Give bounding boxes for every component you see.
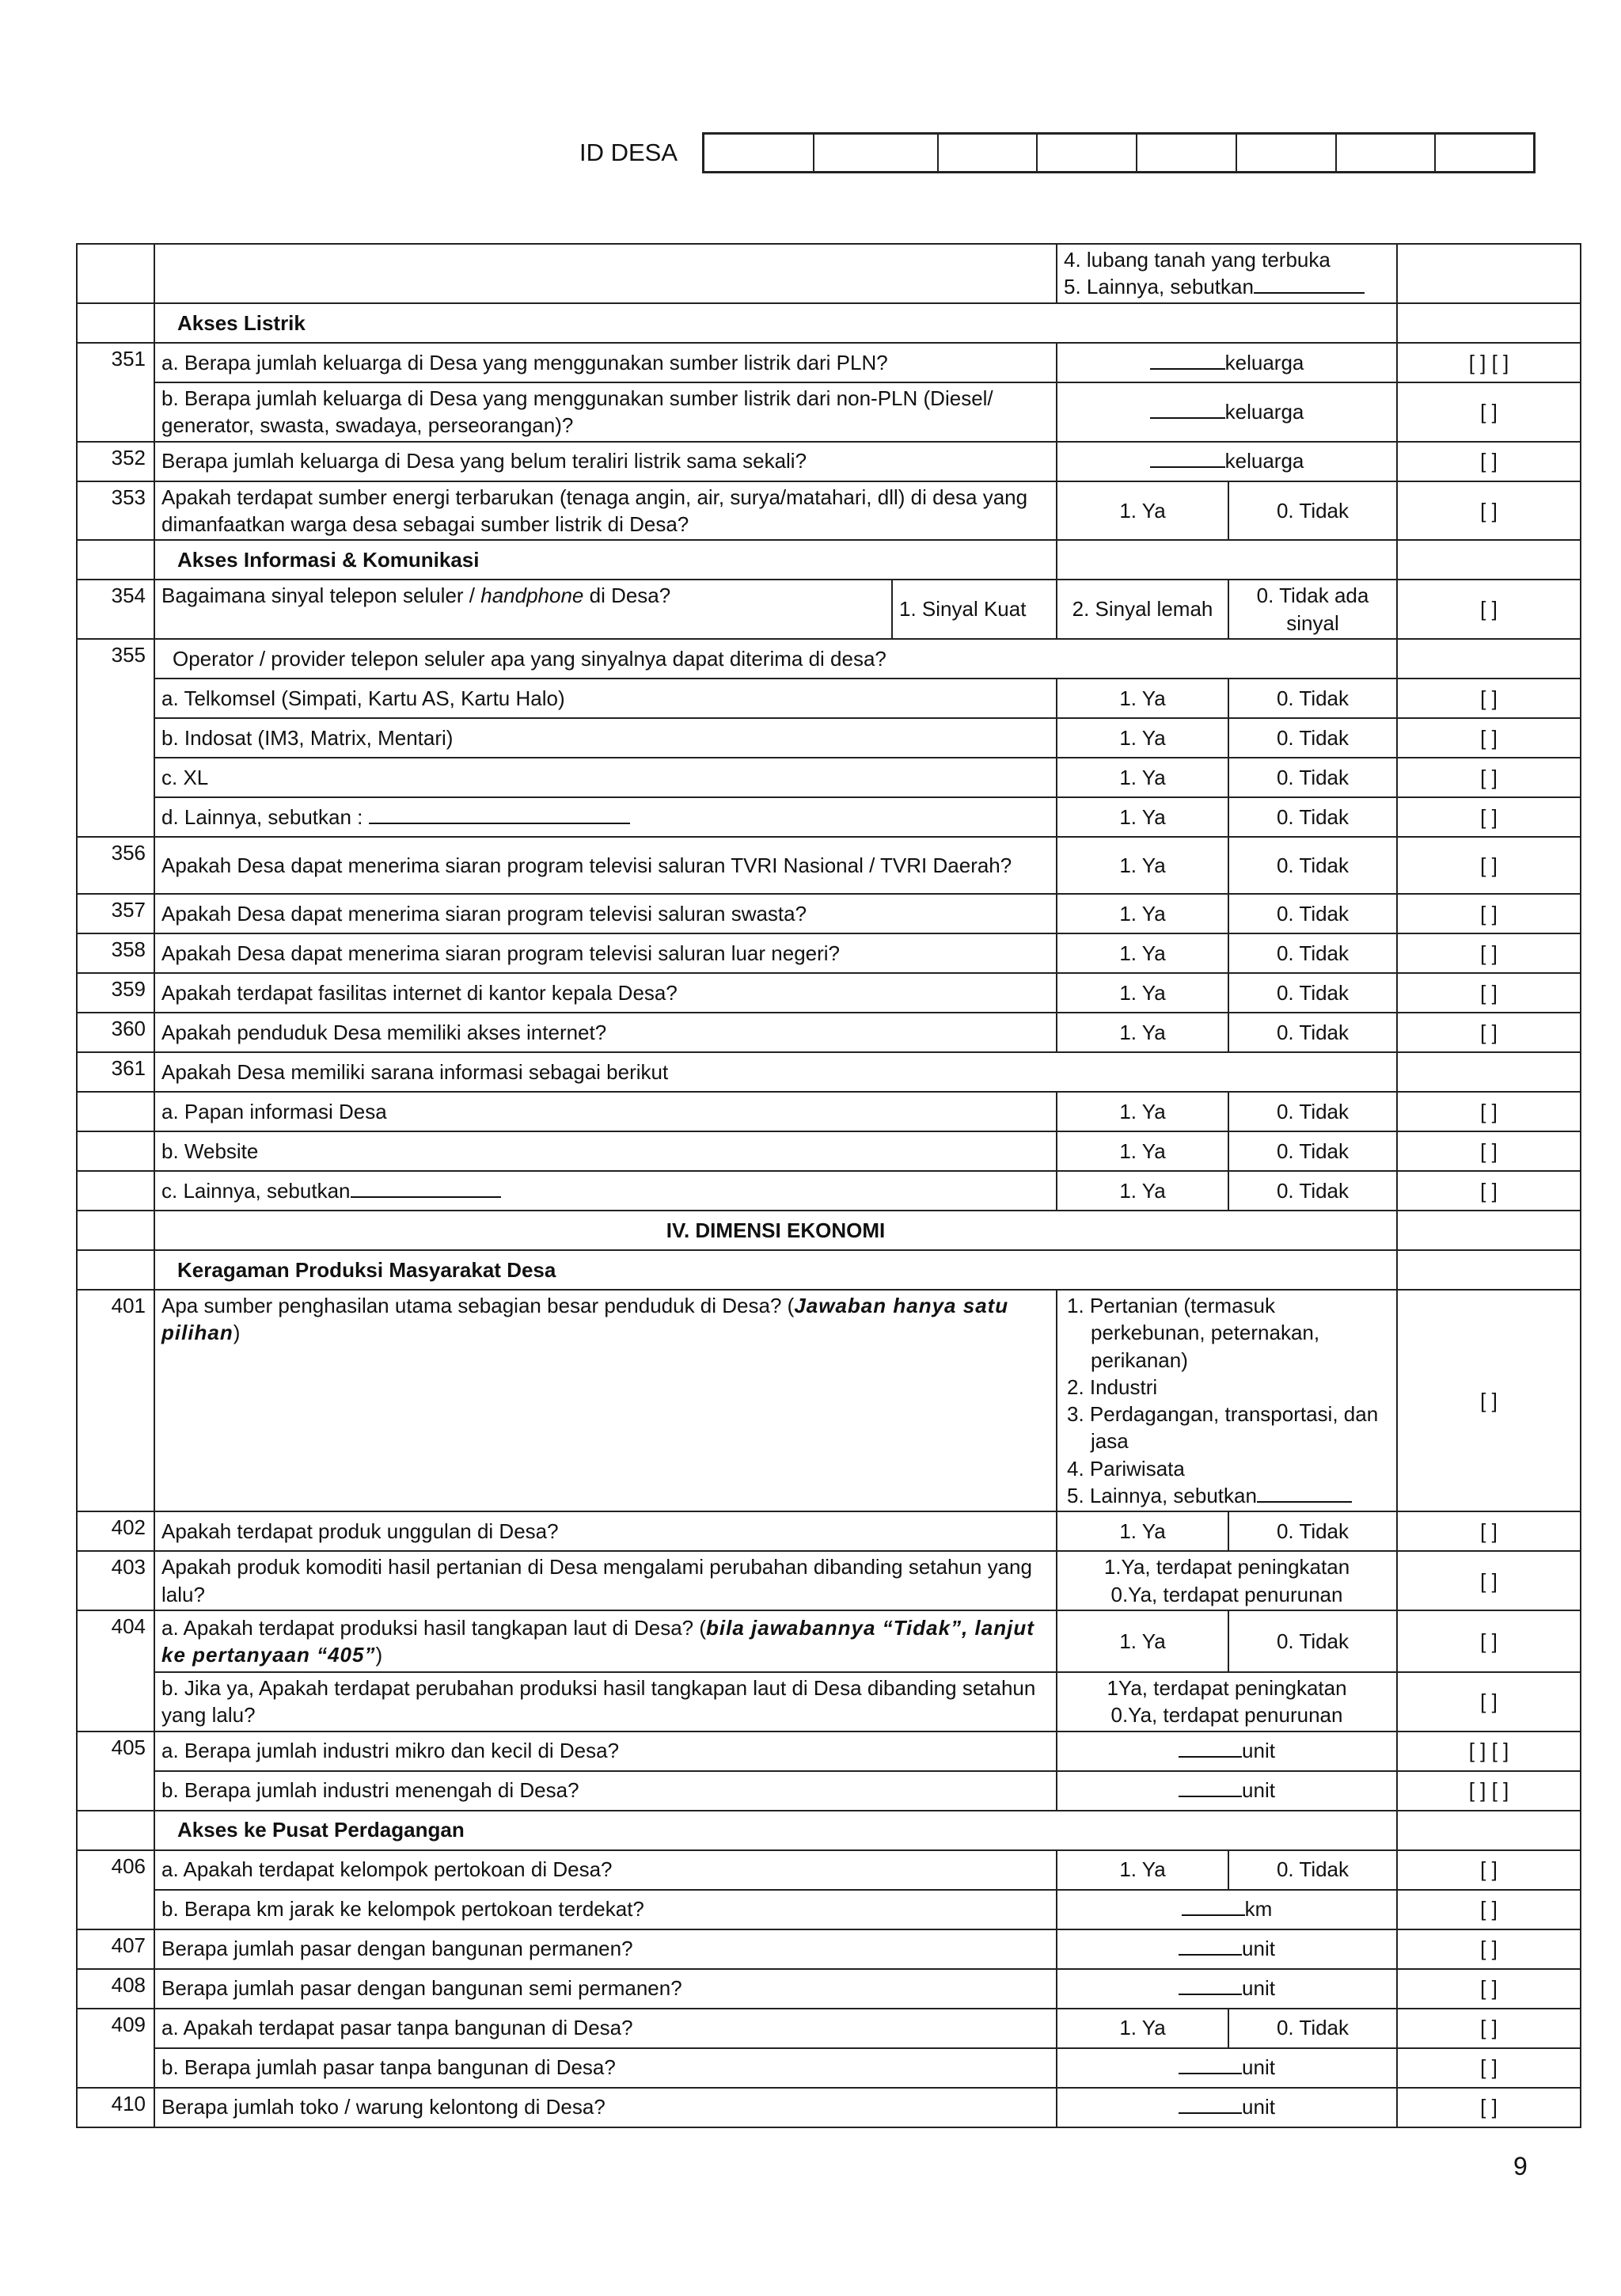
blank-line[interactable]: [369, 823, 630, 824]
question-number: 358: [77, 933, 154, 973]
question-text: a. Papan informasi Desa: [154, 1092, 1057, 1131]
table-row: [77, 1052, 1581, 1092]
answer-field[interactable]: km: [1057, 1890, 1397, 1929]
option-tidak[interactable]: 0. Tidak: [1228, 894, 1397, 933]
answer-field[interactable]: unit: [1057, 1929, 1397, 1969]
table-row: [77, 2048, 1581, 2088]
answer-options: 4. lubang tanah yang terbuka 5. Lainnya, sebutkan: [1057, 244, 1397, 303]
answer-field[interactable]: unit: [1057, 2048, 1397, 2088]
answer-box[interactable]: [ ]: [1397, 1610, 1581, 1672]
answer-box[interactable]: [ ]: [1397, 1171, 1581, 1211]
table-row: [77, 1732, 1581, 1771]
question-text: a. Apakah terdapat kelompok pertokoan di Desa?: [154, 1850, 1057, 1890]
question-text: b. Berapa jumlah industri menengah di Desa?: [154, 1771, 1057, 1811]
question-text: d. Lainnya, sebutkan :: [154, 797, 1057, 837]
answer-box[interactable]: [ ]: [1397, 933, 1581, 973]
question-number: 406: [77, 1850, 154, 1929]
option-ya[interactable]: 1. Ya: [1057, 481, 1228, 541]
answer-box[interactable]: [ ]: [1397, 2009, 1581, 2048]
table-row: [77, 933, 1581, 973]
id-desa-boxes[interactable]: [702, 132, 1536, 173]
table-row: [77, 679, 1581, 718]
option-tidak[interactable]: 0. Tidak: [1228, 1171, 1397, 1211]
answer-field[interactable]: unit: [1057, 1732, 1397, 1771]
option-tidak[interactable]: 0. Tidak: [1228, 1131, 1397, 1171]
option-tidak[interactable]: 0. Tidak: [1228, 2009, 1397, 2048]
table-row: [77, 1610, 1581, 1672]
table-row: [77, 442, 1581, 481]
question-text: Berapa jumlah keluarga di Desa yang belum teraliri listrik sama sekali?: [154, 442, 1057, 481]
question-text: Operator / provider telepon seluler apa yang sinyalnya dapat diterima di desa?: [154, 639, 1397, 679]
page-number: 9: [1513, 2152, 1528, 2180]
answer-field[interactable]: unit: [1057, 1771, 1397, 1811]
option-tidak[interactable]: 0. Tidak: [1228, 1092, 1397, 1131]
answer-box[interactable]: [ ]: [1397, 797, 1581, 837]
option-sinyal-kuat[interactable]: 1. Sinyal Kuat: [892, 580, 1057, 639]
blank-line[interactable]: [1257, 1501, 1352, 1503]
question-text: b. Jika ya, Apakah terdapat perubahan produksi hasil tangkapan laut di Desa dibanding setahun yang lalu?: [154, 1672, 1057, 1732]
option-ya[interactable]: 1. Ya: [1057, 797, 1228, 837]
answer-box[interactable]: [ ]: [1397, 1890, 1581, 1929]
question-number: 360: [77, 1013, 154, 1052]
answer-field[interactable]: keluarga: [1057, 382, 1397, 442]
table-row: [77, 718, 1581, 758]
table-row: [77, 481, 1581, 541]
question-number: 410: [77, 2088, 154, 2127]
question-text: c. XL: [154, 758, 1057, 797]
question-number: 408: [77, 1969, 154, 2009]
answer-box[interactable]: [ ]: [1397, 1511, 1581, 1551]
section-row: [77, 540, 1581, 580]
table-row: [77, 894, 1581, 933]
answer-box[interactable]: [ ] [ ]: [1397, 1732, 1581, 1771]
dimension-row: [77, 1211, 1581, 1250]
section-row: [77, 303, 1581, 343]
question-number: 352: [77, 442, 154, 481]
option-tidak[interactable]: 0. Tidak: [1228, 679, 1397, 718]
section-row: [77, 1811, 1581, 1850]
option-ya[interactable]: 1. Ya: [1057, 1610, 1228, 1672]
option-tidak[interactable]: 0. Tidak: [1228, 718, 1397, 758]
answer-box[interactable]: [ ]: [1397, 1013, 1581, 1052]
answer-box[interactable]: [ ]: [1397, 2088, 1581, 2127]
question-text: Berapa jumlah toko / warung kelontong di Desa?: [154, 2088, 1057, 2127]
option-ya[interactable]: 1. Ya: [1057, 894, 1228, 933]
table-row: [77, 1171, 1581, 1211]
option-tidak-ada-sinyal[interactable]: 0. Tidak ada sinyal: [1228, 580, 1397, 639]
table-row: [77, 1092, 1581, 1131]
answer-box[interactable]: [ ]: [1397, 2048, 1581, 2088]
question-text: Apakah terdapat sumber energi terbarukan (tenaga angin, air, surya/matahari, dll) di desa yang dimanfaatkan warga desa sebagai sumber listrik di Desa?: [154, 481, 1057, 541]
question-text: Apakah penduduk Desa memiliki akses internet?: [154, 1013, 1057, 1052]
option-tidak[interactable]: 0. Tidak: [1228, 837, 1397, 894]
questionnaire-table: [76, 243, 1581, 2128]
table-row: [77, 1290, 1581, 1512]
answer-box[interactable]: [ ] [ ]: [1397, 1771, 1581, 1811]
option-tidak[interactable]: 0. Tidak: [1228, 1850, 1397, 1890]
answer-box[interactable]: [ ]: [1397, 1131, 1581, 1171]
section-title: Keragaman Produksi Masyarakat Desa: [154, 1250, 1397, 1290]
answer-box[interactable]: [ ] [ ]: [1397, 343, 1581, 382]
question-text: c. Lainnya, sebutkan: [154, 1171, 1057, 1211]
answer-box[interactable]: [ ]: [1397, 894, 1581, 933]
id-desa-label: ID DESA: [579, 139, 678, 166]
option-ya[interactable]: 1. Ya: [1057, 679, 1228, 718]
table-row: [77, 2009, 1581, 2048]
option-tidak[interactable]: 0. Tidak: [1228, 1610, 1397, 1672]
answer-box[interactable]: [ ]: [1397, 1092, 1581, 1131]
question-number: 402: [77, 1511, 154, 1551]
answer-box[interactable]: [ ]: [1397, 1290, 1581, 1512]
dimension-title: IV. DIMENSI EKONOMI: [154, 1211, 1397, 1250]
answer-box[interactable]: [ ]: [1397, 1969, 1581, 2009]
option-ya[interactable]: 1. Ya: [1057, 837, 1228, 894]
table-row: [77, 1969, 1581, 2009]
table-row: [77, 837, 1581, 894]
id-box[interactable]: [814, 135, 939, 171]
question-text: Bagaimana sinyal telepon seluler / handphone di Desa?: [154, 580, 892, 639]
blank-line[interactable]: [351, 1196, 501, 1198]
question-number: 407: [77, 1929, 154, 1969]
question-text: Apakah produk komoditi hasil pertanian di Desa mengalami perubahan dibanding setahun yang lalu?: [154, 1551, 1057, 1610]
table-row: [77, 244, 1581, 303]
question-text: Apakah Desa dapat menerima siaran program televisi saluran swasta?: [154, 894, 1057, 933]
table-row: [77, 1929, 1581, 1969]
question-number: 353: [77, 481, 154, 541]
table-row: [77, 1890, 1581, 1929]
answer-box[interactable]: [ ]: [1397, 1929, 1581, 1969]
question-text: a. Berapa jumlah keluarga di Desa yang menggunakan sumber listrik dari PLN?: [154, 343, 1057, 382]
table-row: [77, 1511, 1581, 1551]
question-text: Apakah terdapat produk unggulan di Desa?: [154, 1511, 1057, 1551]
option-ya[interactable]: 1. Ya: [1057, 973, 1228, 1013]
option-ya[interactable]: 1. Ya: [1057, 718, 1228, 758]
question-number: 404: [77, 1610, 154, 1732]
table-row: [77, 639, 1581, 679]
answer-box[interactable]: [ ]: [1397, 973, 1581, 1013]
question-text: a. Berapa jumlah industri mikro dan kecil di Desa?: [154, 1732, 1057, 1771]
question-text: a. Telkomsel (Simpati, Kartu AS, Kartu Halo): [154, 679, 1057, 718]
section-title: Akses Listrik: [154, 303, 1397, 343]
answer-field[interactable]: keluarga: [1057, 343, 1397, 382]
option-sinyal-lemah[interactable]: 2. Sinyal lemah: [1057, 580, 1228, 639]
question-text: b. Website: [154, 1131, 1057, 1171]
answer-box[interactable]: [ ]: [1397, 1672, 1581, 1732]
option-ya[interactable]: 1. Ya: [1057, 2009, 1228, 2048]
blank-line[interactable]: [1254, 292, 1365, 294]
table-row: [77, 1850, 1581, 1890]
answer-box[interactable]: [ ]: [1397, 481, 1581, 541]
answer-box[interactable]: [ ]: [1397, 758, 1581, 797]
option-tidak[interactable]: 0. Tidak: [1228, 1013, 1397, 1052]
question-text: Apakah Desa dapat menerima siaran program televisi saluran luar negeri?: [154, 933, 1057, 973]
question-text: b. Indosat (IM3, Matrix, Mentari): [154, 718, 1057, 758]
answer-box[interactable]: [ ]: [1397, 679, 1581, 718]
option-tidak[interactable]: 0. Tidak: [1228, 973, 1397, 1013]
option-tidak[interactable]: 0. Tidak: [1228, 797, 1397, 837]
id-box[interactable]: [1237, 135, 1337, 171]
answer-options[interactable]: 1. Pertanian (termasuk perkebunan, peternakan, perikanan) 2. Industri 3. Perdagangan, transportasi, dan jasa 4. Pariwisata 5. Lainnya, sebutkan: [1057, 1290, 1397, 1512]
answer-box[interactable]: [ ]: [1397, 1850, 1581, 1890]
question-number: 403: [77, 1551, 154, 1610]
table-row: [77, 382, 1581, 442]
question-number: 405: [77, 1732, 154, 1811]
option-tidak[interactable]: 0. Tidak: [1228, 933, 1397, 973]
answer-box[interactable]: [ ]: [1397, 580, 1581, 639]
section-title: Akses Informasi & Komunikasi: [154, 540, 1057, 580]
answer-box[interactable]: [ ]: [1397, 382, 1581, 442]
option-ya[interactable]: 1. Ya: [1057, 1850, 1228, 1890]
answer-box[interactable]: [ ]: [1397, 442, 1581, 481]
question-number: 355: [77, 639, 154, 837]
question-number: 356: [77, 837, 154, 894]
answer-box[interactable]: [ ]: [1397, 1551, 1581, 1610]
table-row: [77, 758, 1581, 797]
answer-options[interactable]: 1Ya, terdapat peningkatan 0.Ya, terdapat penurunan: [1057, 1672, 1397, 1732]
question-text: Apakah Desa dapat menerima siaran program televisi saluran TVRI Nasional / TVRI Daerah?: [154, 837, 1057, 894]
option-ya[interactable]: 1. Ya: [1057, 1171, 1228, 1211]
option-tidak[interactable]: 0. Tidak: [1228, 481, 1397, 541]
question-text: Apakah terdapat fasilitas internet di kantor kepala Desa?: [154, 973, 1057, 1013]
answer-box[interactable]: [ ]: [1397, 837, 1581, 894]
question-number: 354: [77, 580, 154, 639]
question-number: 351: [77, 343, 154, 442]
option-ya[interactable]: 1. Ya: [1057, 1131, 1228, 1171]
id-box[interactable]: [704, 135, 814, 171]
table-row: [77, 1672, 1581, 1732]
answer-field[interactable]: unit: [1057, 1969, 1397, 2009]
question-text: Apa sumber penghasilan utama sebagian besar penduduk di Desa? (Jawaban hanya satu pilihan): [154, 1290, 1057, 1512]
option-ya[interactable]: 1. Ya: [1057, 758, 1228, 797]
option-ya[interactable]: 1. Ya: [1057, 1013, 1228, 1052]
table-row: [77, 580, 1581, 639]
question-text: a. Apakah terdapat produksi hasil tangkapan laut di Desa? (bila jawabannya “Tidak”, lanjut ke pertanyaan “405”): [154, 1610, 1057, 1672]
table-row: [77, 1131, 1581, 1171]
table-row: [77, 1551, 1581, 1610]
option-tidak[interactable]: 0. Tidak: [1228, 758, 1397, 797]
question-number: 357: [77, 894, 154, 933]
question-text: Berapa jumlah pasar dengan bangunan semi permanen?: [154, 1969, 1057, 2009]
question-text: Apakah Desa memiliki sarana informasi sebagai berikut: [154, 1052, 1397, 1092]
option-tidak[interactable]: 0. Tidak: [1228, 1511, 1397, 1551]
id-desa-field: [579, 133, 1536, 173]
question-number: 401: [77, 1290, 154, 1512]
question-text: a. Apakah terdapat pasar tanpa bangunan di Desa?: [154, 2009, 1057, 2048]
table-row: [77, 1013, 1581, 1052]
id-box[interactable]: [1337, 135, 1436, 171]
answer-box[interactable]: [ ]: [1397, 718, 1581, 758]
option-ya[interactable]: 1. Ya: [1057, 1511, 1228, 1551]
table-row: [77, 1771, 1581, 1811]
option-ya[interactable]: 1. Ya: [1057, 1092, 1228, 1131]
table-row: [77, 973, 1581, 1013]
answer-field[interactable]: unit: [1057, 2088, 1397, 2127]
question-number: 409: [77, 2009, 154, 2088]
question-number: 361: [77, 1052, 154, 1092]
answer-field[interactable]: keluarga: [1057, 442, 1397, 481]
question-number: 359: [77, 973, 154, 1013]
id-box[interactable]: [939, 135, 1038, 171]
section-row: [77, 1250, 1581, 1290]
question-text: b. Berapa jumlah keluarga di Desa yang menggunakan sumber listrik dari non-PLN (Diesel/ generator, swasta, swadaya, perseorangan)?: [154, 382, 1057, 442]
id-box[interactable]: [1137, 135, 1237, 171]
id-box[interactable]: [1038, 135, 1137, 171]
table-row: [77, 343, 1581, 382]
table-row: [77, 2088, 1581, 2127]
question-text: b. Berapa jumlah pasar tanpa bangunan di Desa?: [154, 2048, 1057, 2088]
question-text: Berapa jumlah pasar dengan bangunan permanen?: [154, 1929, 1057, 1969]
answer-options[interactable]: 1.Ya, terdapat peningkatan 0.Ya, terdapat penurunan: [1057, 1551, 1397, 1610]
section-title: Akses ke Pusat Perdagangan: [154, 1811, 1397, 1850]
table-row: [77, 797, 1581, 837]
id-box[interactable]: [1436, 135, 1533, 171]
question-text: b. Berapa km jarak ke kelompok pertokoan terdekat?: [154, 1890, 1057, 1929]
option-ya[interactable]: 1. Ya: [1057, 933, 1228, 973]
